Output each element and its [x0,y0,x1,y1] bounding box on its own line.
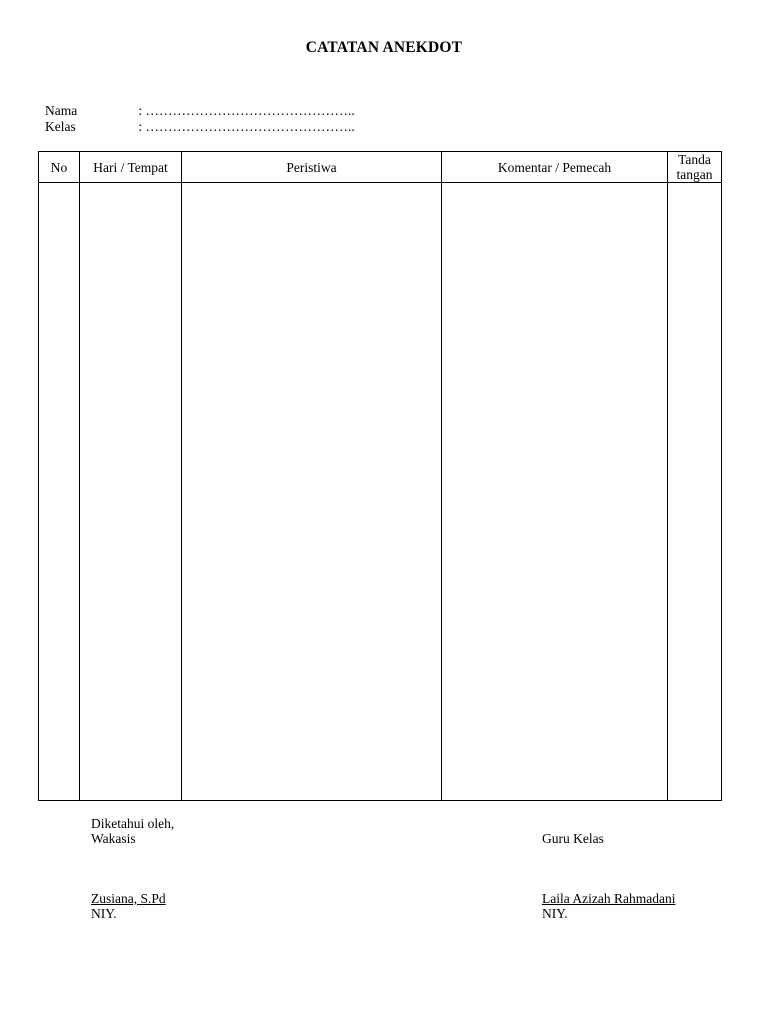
cell-peristiwa [182,183,442,801]
header-komentar: Komentar / Pemecah [442,152,668,183]
field-kelas-value: : ……………………………………….. [138,119,355,134]
field-nama-value: : ……………………………………….. [138,103,355,118]
signature-right-role: Guru Kelas [542,831,604,846]
field-kelas-label: Kelas [45,119,76,134]
field-nama [45,103,355,119]
signature-left-acknowledged: Diketahui oleh, [91,816,175,831]
field-kelas [45,119,355,135]
cell-tanda-tangan [668,183,722,801]
table-row [39,183,722,801]
anecdote-table [38,151,722,801]
signature-right-name: Laila Azizah Rahmadani [542,891,676,906]
header-hari-tempat: Hari / Tempat [80,152,182,183]
cell-komentar [442,183,668,801]
header-no: No [39,152,80,183]
signature-left-role: Wakasis [91,831,136,846]
signature-right-id: NIY. [542,906,568,921]
field-nama-label: Nama [45,103,78,118]
header-tanda-line2: tangan [676,167,713,182]
cell-no [39,183,80,801]
cell-hari-tempat [80,183,182,801]
signature-left-name: Zusiana, S.Pd [91,891,166,906]
header-peristiwa: Peristiwa [182,152,442,183]
signature-left-id: NIY. [91,906,117,921]
page-title: CATATAN ANEKDOT [305,39,463,56]
header-tanda-line1: Tanda [678,152,711,167]
table-header-row [39,152,722,183]
header-tanda-tangan [668,152,722,183]
